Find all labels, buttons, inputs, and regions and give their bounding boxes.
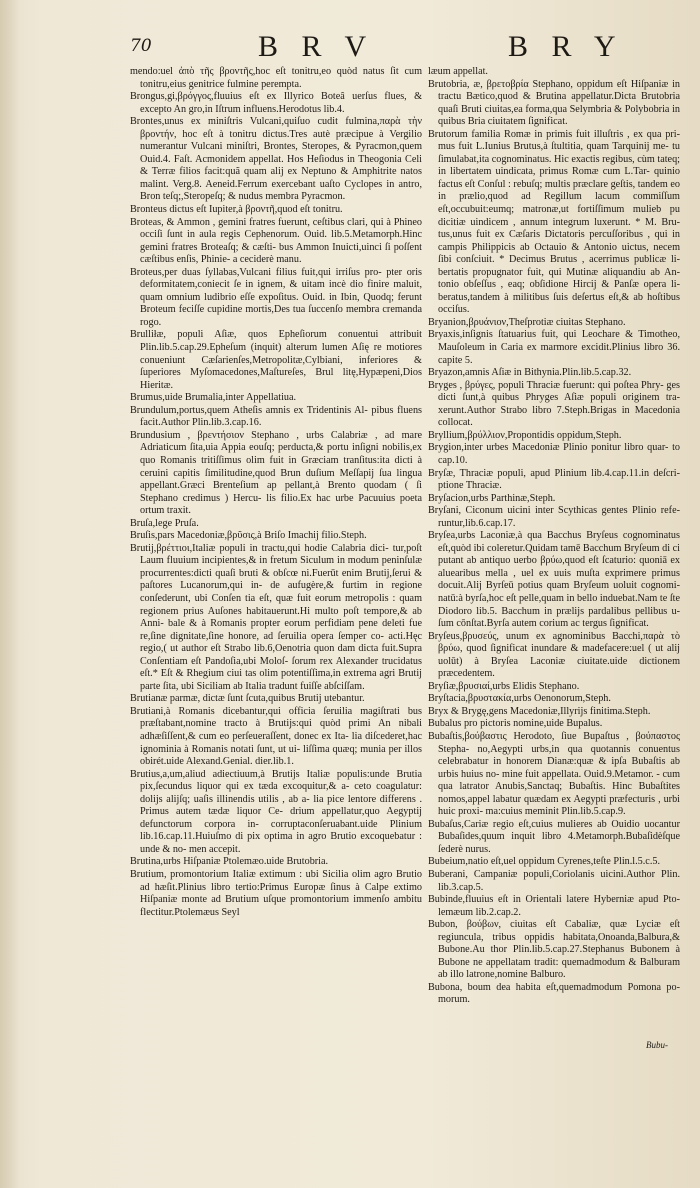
dictionary-entry: mendo:uel ἀπὸ τῆς βροντῆς,hoc eſt tonitru,eo quòd natus ſit cum tonitru,eius genitrice fulmine perempta.: [130, 66, 422, 90]
dictionary-entry: Brontes,unus ex miniſtris Vulcani,quiſuo cudit fulmina,παρὰ τὴν βροντήν, hoc eſt à tonitru dictus.Tres autè præcipue à Vergilio numerantur Vulcani miniſtri, Brontes, Steropes, & Pyracmon,quem Ouid.4. Faſt. Acmonidem appellat. Hos Heſiodus in Theogonia Celi & Terræ filios facit:quã quam alij ex Neptuno & Amphitrite natos malint. Verg.8. Aeneid.Ferrum exercebant uaſto Cyclopes in antro, Bron teſq;,Steropeſq; & nudus membra Pyracmon.: [130, 116, 422, 203]
dictionary-entry: Brulliłæ, populi Aſiæ, quos Epheſiorum conuentui attribuit Plin.lib.5.cap.29.Epheſum (inquit) alterum lumen Aſię re motiores conueniunt Cæſarienſes,Metropolitæ,Cylbiani, inferiores & ſuperiores Myſomacedones,Maſtureſes, Brul litę,Hypæpeni,Dios Hieritæ.: [130, 329, 422, 391]
dictionary-entry: Bubaſtis,βούβαστις Herodoto, ſiue Bupaſtus , βούπαστος Stepha- no,Aegypti urbs,in qua quotannis conuentus celebrabatur in honorem Dianæ:quæ & ipſa Bubaſtis ab urbis huius no- mine fuit appellata. Ouid.9.Metamor. - cum qua latrator Anubis,Sanctaq; Bubaſtis. Hinc Bubaſtites nomos,appel labatur quædam ex Aegypti præfecturis , urbi huic proxi- ma:cuius meminit Plin.lib.5.cap.9.: [428, 730, 680, 818]
dictionary-entry: Broteas, & Ammon , gemini fratres fuerunt, ceſtibus clari, qui à Phineo occiſi ſunt in aula regis Cephenorum. Ouid. lib.5.Metamorph.Hinc gemini fratres Broteaſq; & cæſti- bus Ammon Inuicti,uinci ſi poſſent cæſtibus enſis, Phinie- a ceciderè manu.: [130, 216, 422, 266]
dictionary-entry: Bryſea,urbs Laconiæ,à qua Bacchus Bryſeus cognominatus eſt,quòd ibi coleretur.Quidam tamē Bacchum Bryſeum di ci putant ab antiquo uerbo βρύω,quod eſt ſcaturio: quoniā ex aluearibus mella , uel ex uuis muſta exprimere primus docuit.Alij Byrſeū potius quam Bryſeum uoluit cognomi- natū:à byrſa,hoc eſt pelle,quam in bello induebat.Nam te ſte Diodoro lib.5. Bacchum in prælijs pardalibus pellibus u- ſum cōnſtat.Byrſa autem corium ac tergus ſignificat.: [428, 530, 680, 630]
dictionary-entry: Broteus,per duas ſyllabas,Vulcani filius fuit,qui irriſus pro- pter oris deformitatem,coniecit ſe in ignem, & uitam incè dio finire maluit, quam omnium ludibrio eſſe expoſitus. Ouid. in Ibin, Quodq; ferunt Broteum feciſſe cupidine mortis,Des tua ſuccenſo membra cremanda rogo.: [130, 266, 422, 328]
dictionary-entry: Brundusium , βρεντήσιον Stephano , urbs Calabriæ , ad mare Adriaticum ſita,uia Appia eouſq; perducta,& portu inſigni nobilis,ex quo Romanis tritiſſimus olim fuit in Græciam tranſitus:ita dicti à ceruini capitis ſimilitudine,quod Brun duſium Meſſapij ſua lingua appellant.Græci Brenteſium ap pellant,à Brento quodam ( ſi Stephano credimus ) Hercu- lis filio.Ex hac urbe Pacuuius poeta ortum traxit.: [130, 429, 422, 517]
dictionary-entry: Bubeium,natio eſt,uel oppidum Cyrenes,teſte Plin.l.5.c.5.: [428, 856, 661, 868]
dictionary-entry: Brundulum,portus,quem Atheſis amnis ex Tridentinis Al- pibus fluens facit.Author Plin.lib.3.cap.16.: [130, 404, 422, 429]
dictionary-entry: Bryanion,βρυάνιον,Theſprotiæ ciuitas Stephano.: [428, 316, 626, 328]
dictionary-entry: Bryazon,amnis Aſiæ in Bithynia.Plin.lib.5.cap.32.: [428, 367, 632, 379]
dictionary-entry: Bryllium,βρύλλιον,Propontidis oppidum,Steph.: [428, 429, 622, 441]
dictionary-entry: Bryges , βρύγες, populi Thraciæ fuerunt: qui poſtea Phry- ges dicti ſunt,à quibus Phryges Aſiæ populi originem tra- xerunt.Author Strabo libro 7.Steph.Brigas in Macedonia collocat.: [428, 379, 680, 429]
dictionary-entry: Brygion,inter urbes Macedoniæ Plinio ponitur libro quar- to cap.10.: [428, 442, 680, 466]
dictionary-entry: læum appellat.: [428, 66, 488, 77]
dictionary-entry: Bubinde,fluuius eſt in Orientali latere Hyberniæ apud Pto- lemæum lib.2.cap.2.: [428, 894, 680, 918]
running-head-right: B R Y: [508, 30, 624, 63]
dictionary-entry: Bruſa,lege Pruſa.: [130, 517, 199, 529]
page-header: [120, 22, 680, 62]
dictionary-entry: Bubon, βούβων, ciuitas eſt Cabaliæ, quæ Lyciæ eſt regiuncula, tribus oppidis habitata,Onoanda,Balbura,& Bubone.Au thor Plin.lib.5.cap.27.Stephanus Bubonem à Bubone ne appellatam tradit: quemadmodum & Balburam ab illo latrone,nomine Balburo.: [428, 919, 680, 981]
dictionary-entry: Brutius,a,um,aliud adiectiuum,à Brutijs Italiæ populis:unde Brutia pix,ſecundus liquor qui ex tæda excoquitur,& a- ceto coagulatur: dolijs alijſq; uaſis illinendis utilis , ab a- lia pice lentore differens . Primus autem tædæ liquor Ce- drium appellatur,quo Aegyptij defunctorum corpora in- corruptaconſeruabant.uide Plinium lib.16.cap.11.Huiuſmo di pix optima in agro Brutio excoquebatur : unde & no- men accepit.: [130, 768, 422, 855]
running-head-left: B R V: [258, 30, 375, 63]
dictionary-entry: Bryſani, Ciconum uicini inter Scythicas gentes Plinio refe- runtur,lib.6.cap.17.: [428, 505, 680, 529]
dictionary-entry: Bubona, boum dea habita eſt,quemadmodum Pomona po- morum.: [428, 981, 680, 1006]
dictionary-entry: Bryſeus,βρυσεύς, unum ex agnominibus Bacchi,παρὰ τὸ βρύω, quod ſignificat inundare & madefacere:uel ( ut alij uolūt) à Bryſea Laconiæ ciuitate.uide dictionem præcedentem.: [428, 630, 680, 680]
right-column: [428, 66, 680, 1176]
dictionary-entry: Bronteus dictus eſt Iupiter,à βροντῆ,quod eſt tonitru.: [130, 204, 343, 216]
dictionary-entry: Bubaſus,Cariæ regio eſt,cuius mulieres ab Ouidio uocantur Bubaſides,quum inquit libro 4.Metamorph.Bubaſidèſque ſederè nurus.: [428, 818, 680, 855]
dictionary-entry: Brutiani,à Romanis dicebantur,qui officia ſeruilia magiſtrati bus præſtabant,nomine tracto à Brutijs:qui quòd primi An nibali adhæſiſſent,& cum eo perſeueraſſent, donec ex Ita- lia diſcederet,hac ignominia à Romanis notati ſunt, ut ui- liſſima quæq; munia per illos obirét.uide Alexand.Genial. dier.lib.1.: [130, 705, 422, 768]
dictionary-entry: Brongus,gi,βρόγγος,fluuius eſt ex Illyrico Boteâ uerſus flues, & excepto An gro,in Iſtrum influens.Herodotus lib.4.: [130, 91, 422, 115]
dictionary-entry: Buberani, Campaniæ populi,Coriolanis uicini.Author Plin. lib.3.cap.5.: [428, 869, 680, 893]
dictionary-entry: Brutianæ parmæ, dictæ ſunt ſcuta,quibus Brutij utebantur.: [130, 693, 365, 705]
dictionary-entry: Bruſis,pars Macedoniæ,βρῦσις,à Briſo Imachij filio.Steph.: [130, 530, 367, 542]
dictionary-entry: Brumus,uide Brumalia,inter Appellatiua.: [130, 392, 297, 404]
dictionary-entry: Brutij,βρέττιοι,Italiæ populi in tractu,qui hodie Calabria dici- tur,poſt Laum fluuium incipientes,& in fretum Siculum in modum peninſulæ procurrentes:dicti quaſi bruti & obſcœ ni.Fuerūt enim Brutij,ſerui & paſtores Lucanorum,qui in- de aufugère,& furtim in regione conſederunt, ubi Conſen tia eſt, quæ fuit eorum metropolis : quam regionem prius Auſones habitauerunt.Hi multo poſt tempore,& ab Anni- bale & à Romanis propter eorum perfidiam pene deleti fue re,ſine dignitate,ſine honore, ad ſeruilia opera ſemper co- acti.Hęc regio,( ut author eſt Strabo lib.6,Oenotria quon dam dicta fuit.Supra Conſentiam eſt Pandoſia,ubi Moloſ- ſorum rex Alexander trucidatus eſt.* Eſt & Rhegium ciui tas olim potentiſſima,in extrema agri Brutij parte ſita, ubi Siciliam ab Italia tradunt fuiſſe abſciſſam.: [130, 542, 422, 692]
dictionary-entry: Bryſacion,urbs Parthinæ,Steph.: [428, 492, 556, 504]
left-column: [130, 66, 422, 1176]
dictionary-entry: Bryaxis,inſignis ſtatuarius fuit, qui Leochare & Timotheo, Mauſoleum in Caria ex marmore excidit.Plinius libro 36. capite 5.: [428, 329, 680, 366]
dictionary-entry: Brutobria, æ, βρετοβρία Stephano, oppidum eſt Hiſpaniæ in tractu Bætico,quod & Brutina appellatur.Dicta Brutobria quaſi Bruti ciuitas,ea forma,qua Selymbria & Polybobria in quibus Bria ciuitatem ſignificat.: [428, 78, 680, 128]
dictionary-entry: Bryſæ, Thraciæ populi, apud Plinium lib.4.cap.11.in deſcri- ptione Thraciæ.: [428, 467, 680, 492]
dictionary-entry: Brutina,urbs Hiſpaniæ Ptolemæo.uide Brutobria.: [130, 856, 329, 868]
page-number: 70: [130, 36, 152, 56]
dictionary-entry: Bryx & Brygę,gens Macedoniæ,Illyrijs finitima.Steph.: [428, 705, 651, 717]
dictionary-entry: Bryſiæ,βρυσιαί,urbs Elidis Stephano.: [428, 680, 580, 692]
catchword: Bubu-: [646, 1040, 668, 1050]
dictionary-entry: Brutorum familia Romæ in primis fuit illuſtris , ex qua pri- mus fuit L.Iunius Brutus,à ſtultitia, quam Tarquinij me- tu ſimulabat,ita cognominatus. Hic exactis regibus, cùm tateq; in libertatem uindicata, primus Romæ cum L.Tar- quinio factus eſt Conſul : rebuſq; multis præclare geſtis, tandem eo in prælio,quod ad Regillum lacum commiſſum eſt,occubuit:eumq; matronæ,ut fortiſſimum mulieb pu dicitiæ uindicem , annum integrum luxerunt. * M. Bru- tus,unus fuit ex Cæſaris Dictatoris percuſſoribus , qui in campis Philippicis ab Octauio & Antonio uictus, necem ſibi conſciuit. * Decimus Brutus , acerrimus publicæ li- bertatis propugnator fuit, qui Mutinæ aliquandiu ab An- tonio obſeſſus , eaq; obſidione Hircij & Panſæ opera li- beratus,tandem à militibus ſuis deſertus eſt,& ab hoſtibus occiſus.: [428, 128, 680, 316]
dictionary-entry: Brutium, promontorium Italiæ extimum : ubi Sicilia olim agro Brutio ad hæſit.Plinius libro tertio:Primus Europæ ſinus à Calpe extimo Hiſpaniæ monte ad Brutium uſque promontorium immenſo ambitu flectitur.Ptolemæus Seyl: [130, 869, 422, 918]
dictionary-entry: Bryſtacia,βρυστακία,urbs Oenonorum,Steph.: [428, 693, 611, 705]
binding-shadow: [0, 0, 20, 1188]
dictionary-entry: Bubalus pro pictoris nomine,uide Bupalus.: [428, 718, 603, 730]
